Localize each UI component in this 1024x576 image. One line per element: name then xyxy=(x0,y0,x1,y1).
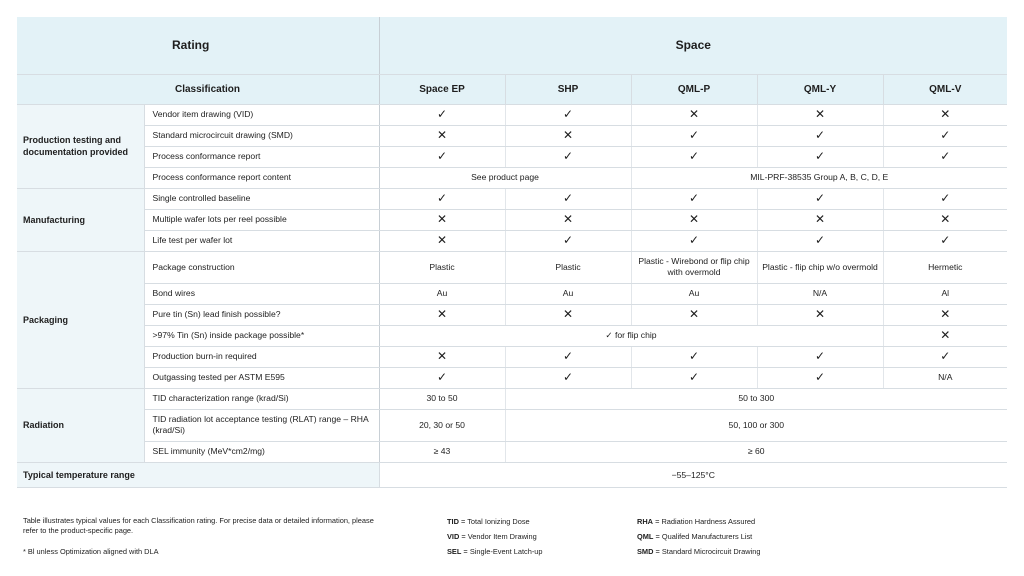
cell-qml-y: ✓ xyxy=(757,188,883,209)
cell-qml-v: ✓ xyxy=(883,346,1007,367)
cell-space-ep: ✓ for flip chip xyxy=(379,325,883,346)
cell-qml-p: MIL-PRF-38535 Group A, B, C, D, E xyxy=(631,167,1007,188)
table-row xyxy=(17,251,1007,283)
cell-qml-y: ✓ xyxy=(757,125,883,146)
cell-space-ep: ✓ xyxy=(379,104,505,125)
criterion-label: Life test per wafer lot xyxy=(144,230,379,251)
cell-qml-v: ✓ xyxy=(883,146,1007,167)
abbrev-sel: SEL = Single-Event Latch-up xyxy=(447,547,543,556)
cell-qml-p: ✓ xyxy=(631,346,757,367)
table-row xyxy=(17,367,1007,388)
criterion-label: >97% Tin (Sn) inside package possible* xyxy=(144,325,379,346)
table-row xyxy=(17,325,1007,346)
criterion-label: Process conformance report content xyxy=(144,167,379,188)
header-row-rating xyxy=(17,17,1007,74)
group-label: Radiation xyxy=(17,388,144,462)
group-label: Manufacturing xyxy=(17,188,144,251)
cell-qml-v: ✓ xyxy=(883,125,1007,146)
cell-qml-y: Plastic - flip chip w/o overmold xyxy=(757,251,883,283)
cell-space-ep: Au xyxy=(379,283,505,304)
cell-qml-v: ✕ xyxy=(883,325,1007,346)
cell-shp: ✓ xyxy=(505,367,631,388)
criterion-label: Bond wires xyxy=(144,283,379,304)
criterion-label: TID characterization range (krad/Si) xyxy=(144,388,379,409)
cell-qml-y: ✓ xyxy=(757,146,883,167)
abbrev-rha: RHA = Radiation Hardness Assured xyxy=(637,517,756,526)
table-row xyxy=(17,188,1007,209)
table-row xyxy=(17,104,1007,125)
column-header-shp: SHP xyxy=(505,74,631,104)
cell-shp: ✓ xyxy=(505,188,631,209)
criterion-label: Production burn-in required xyxy=(144,346,379,367)
column-header-qml-p: QML-P xyxy=(631,74,757,104)
cell-qml-p: ✓ xyxy=(631,367,757,388)
table-row xyxy=(17,146,1007,167)
cell-qml-y: ✓ xyxy=(757,367,883,388)
table-row xyxy=(17,409,1007,441)
cell-qml-p: ✓ xyxy=(631,125,757,146)
abbrev-smd: SMD = Standard Microcircuit Drawing xyxy=(637,547,761,556)
criterion-label: Vendor item drawing (VID) xyxy=(144,104,379,125)
cell-qml-p: Au xyxy=(631,283,757,304)
cell-qml-y: ✕ xyxy=(757,104,883,125)
cell-shp: ✓ xyxy=(505,230,631,251)
criterion-label: Standard microcircuit drawing (SMD) xyxy=(144,125,379,146)
table-row xyxy=(17,388,1007,409)
cell-shp: ✓ xyxy=(505,346,631,367)
table-row xyxy=(17,283,1007,304)
criterion-label: Single controlled baseline xyxy=(144,188,379,209)
group-label: Packaging xyxy=(17,251,144,388)
footnote-tin: * Bl unless Optimization aligned with DLA xyxy=(23,547,159,556)
cell-qml-v: N/A xyxy=(883,367,1007,388)
abbrev-tid: TID = Total Ionizing Dose xyxy=(447,517,530,526)
table-row xyxy=(17,209,1007,230)
group-label: Production testing and documentation provided xyxy=(17,104,144,188)
cell-space-ep: ✕ xyxy=(379,209,505,230)
cell-space-ep: ✕ xyxy=(379,304,505,325)
cell-space-ep: ✕ xyxy=(379,125,505,146)
cell-qml-p: ✕ xyxy=(631,304,757,325)
table-row xyxy=(17,230,1007,251)
footnote-classification: Table illustrates typical values for each Classification rating. For precise data or detailed information, please refer to the product-specific page. xyxy=(23,516,374,535)
abbrev-vid: VID = Vendor Item Drawing xyxy=(447,532,537,541)
cell-qml-v: ✕ xyxy=(883,104,1007,125)
cell-qml-p: ✓ xyxy=(631,146,757,167)
cell-qml-p: ✓ xyxy=(631,230,757,251)
cell-shp: Plastic xyxy=(505,251,631,283)
cell-qml-v: ✓ xyxy=(883,188,1007,209)
cell-space-ep: ✕ xyxy=(379,230,505,251)
classification-table xyxy=(17,17,1007,488)
cell-shp: ✓ xyxy=(505,146,631,167)
criterion-label: Pure tin (Sn) lead finish possible? xyxy=(144,304,379,325)
rating-label: Rating xyxy=(17,17,379,74)
cell-qml-p: ✕ xyxy=(631,104,757,125)
temperature-row xyxy=(17,462,1007,487)
criterion-label: SEL immunity (MeV*cm2/mg) xyxy=(144,441,379,462)
classification-label: Classification xyxy=(17,74,379,104)
header-row-classification xyxy=(17,74,1007,104)
cell-qml-v: Al xyxy=(883,283,1007,304)
cell-qml-p: ✓ xyxy=(631,188,757,209)
criterion-label: TID radiation lot acceptance testing (RLAT) range – RHA (krad/Si) xyxy=(144,409,379,441)
table-row xyxy=(17,441,1007,462)
cell-qml-y: ✓ xyxy=(757,230,883,251)
cell-shp: Au xyxy=(505,283,631,304)
cell-shp: ✕ xyxy=(505,125,631,146)
cell-space-ep: ≥ 43 xyxy=(379,441,505,462)
cell-space-ep: See product page xyxy=(379,167,631,188)
cell-qml-v: ✕ xyxy=(883,304,1007,325)
cell-qml-y: ✕ xyxy=(757,304,883,325)
cell-space-ep: 20, 30 or 50 xyxy=(379,409,505,441)
cell-shp: ✕ xyxy=(505,304,631,325)
cell-qml-v: ✓ xyxy=(883,230,1007,251)
temperature-value: −55–125°C xyxy=(379,462,1007,487)
criterion-label: Multiple wafer lots per reel possible xyxy=(144,209,379,230)
table-row xyxy=(17,167,1007,188)
cell-qml-p: Plastic - Wirebond or flip chip with overmold xyxy=(631,251,757,283)
column-header-qml-v: QML-V xyxy=(883,74,1007,104)
cell-shp: 50 to 300 xyxy=(505,388,1007,409)
criterion-label: Process conformance report xyxy=(144,146,379,167)
cell-shp: ✓ xyxy=(505,104,631,125)
column-header-space-ep: Space EP xyxy=(379,74,505,104)
cell-shp: ≥ 60 xyxy=(505,441,1007,462)
column-header-qml-y: QML-Y xyxy=(757,74,883,104)
table-row xyxy=(17,346,1007,367)
criterion-label: Package construction xyxy=(144,251,379,283)
cell-qml-y: ✕ xyxy=(757,209,883,230)
cell-shp: ✕ xyxy=(505,209,631,230)
cell-qml-v: ✕ xyxy=(883,209,1007,230)
cell-space-ep: 30 to 50 xyxy=(379,388,505,409)
criterion-label: Outgassing tested per ASTM E595 xyxy=(144,367,379,388)
cell-shp: 50, 100 or 300 xyxy=(505,409,1007,441)
table-row xyxy=(17,125,1007,146)
cell-space-ep: ✓ xyxy=(379,367,505,388)
cell-qml-v: Hermetic xyxy=(883,251,1007,283)
cell-qml-y: ✓ xyxy=(757,346,883,367)
cell-qml-p: ✕ xyxy=(631,209,757,230)
cell-qml-y: N/A xyxy=(757,283,883,304)
temperature-label: Typical temperature range xyxy=(17,462,379,487)
cell-space-ep: ✕ xyxy=(379,346,505,367)
cell-space-ep: ✓ xyxy=(379,188,505,209)
table-row xyxy=(17,304,1007,325)
abbrev-qml: QML = Qualifed Manufacturers List xyxy=(637,532,753,541)
cell-space-ep: Plastic xyxy=(379,251,505,283)
cell-space-ep: ✓ xyxy=(379,146,505,167)
space-label: Space xyxy=(379,17,1007,74)
